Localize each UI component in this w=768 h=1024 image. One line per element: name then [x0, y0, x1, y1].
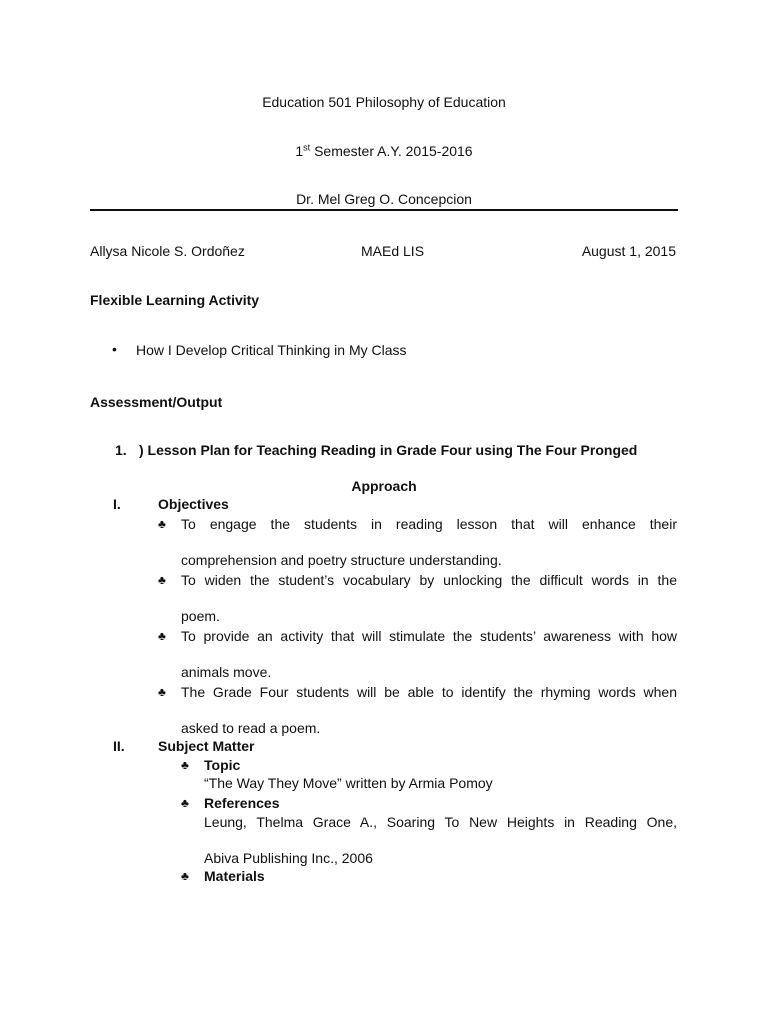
- materials-label: Materials: [204, 868, 265, 884]
- objective-item: The Grade Four students will be able to identify the rhyming words when: [181, 684, 677, 700]
- semester-text: Semester A.Y. 2015-2016: [310, 143, 473, 159]
- objective-item-cont: animals move.: [181, 664, 272, 680]
- student-name: Allysa Nicole S. Ordoñez: [90, 243, 245, 259]
- activity-heading: Flexible Learning Activity: [90, 292, 260, 308]
- semester-line: [0, 143, 768, 160]
- objective-item-cont: poem.: [181, 608, 220, 624]
- club-bullet-icon: ♣: [158, 685, 166, 699]
- references-label: References: [204, 795, 280, 811]
- objectives-heading: Objectives: [158, 496, 229, 512]
- references-text-cont: Abiva Publishing Inc., 2006: [204, 850, 373, 866]
- semester-number: 1: [295, 143, 304, 159]
- bullet-icon: •: [112, 341, 117, 357]
- assessment-item-title: ) Lesson Plan for Teaching Reading in Grade Four using The Four Pronged: [139, 442, 638, 458]
- objective-item: To engage the students in reading lesson that will enhance their: [181, 516, 677, 532]
- objective-item-cont: asked to read a poem.: [181, 720, 321, 736]
- activity-item: How I Develop Critical Thinking in My Class: [136, 342, 407, 358]
- club-bullet-icon: ♣: [158, 517, 166, 531]
- program-name: MAEd LIS: [361, 243, 425, 259]
- semester-ordinal: st: [303, 142, 311, 153]
- references-text: Leung, Thelma Grace A., Soaring To New Heights in Reading One,: [204, 814, 677, 830]
- topic-text: “The Way They Move” written by Armia Pomoy: [204, 775, 493, 791]
- submission-date: August 1, 2015: [581, 243, 676, 259]
- objective-item: To widen the student’s vocabulary by unlocking the difficult words in the: [181, 572, 677, 588]
- club-bullet-icon: ♣: [181, 758, 189, 772]
- topic-label: Topic: [204, 757, 241, 773]
- course-title: Education 501 Philosophy of Education: [262, 94, 506, 110]
- header-divider: [90, 209, 678, 211]
- section-numeral-objectives: I.: [113, 496, 121, 512]
- assessment-item-title-cont: Approach: [351, 478, 417, 494]
- club-bullet-icon: ♣: [158, 573, 166, 587]
- club-bullet-icon: ♣: [181, 869, 189, 883]
- section-numeral-subject-matter: II.: [113, 738, 125, 754]
- assessment-item-number: 1.: [115, 442, 127, 458]
- instructor-name: Dr. Mel Greg O. Concepcion: [296, 191, 472, 207]
- club-bullet-icon: ♣: [181, 796, 189, 810]
- club-bullet-icon: ♣: [158, 629, 166, 643]
- assessment-heading: Assessment/Output: [90, 394, 223, 410]
- objective-item: To provide an activity that will stimulate the students’ awareness with how: [181, 628, 677, 644]
- objective-item-cont: comprehension and poetry structure understanding.: [181, 552, 502, 568]
- subject-matter-heading: Subject Matter: [158, 738, 255, 754]
